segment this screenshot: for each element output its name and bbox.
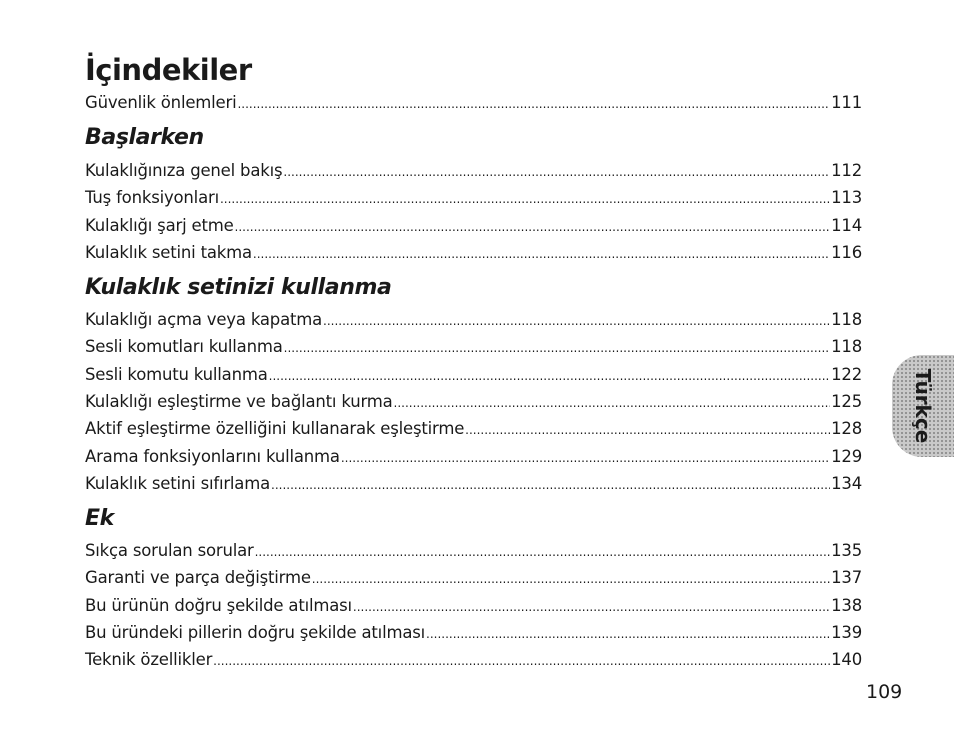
toc-leader-dots [213,649,830,673]
toc-entry[interactable] [85,335,862,359]
toc-entry[interactable] [85,363,862,387]
toc-leader-dots [253,242,830,266]
toc-entry-label: Kulaklığınıza genel bakış [85,161,283,180]
toc-leader-dots [426,622,830,646]
toc-entry[interactable] [85,159,862,183]
toc-leader-dots [271,473,830,497]
toc-entry-page: 135 [831,541,862,560]
toc-entry[interactable] [85,390,862,414]
toc-entry-label: Güvenlik önlemleri [85,93,237,112]
toc-entry-label: Bu üründeki pillerin doğru şekilde atılması [85,623,426,642]
toc-entry-page: 113 [831,188,862,207]
section-heading-getting-started: Başlarken [85,125,204,150]
toc-entry-label: Kulaklık setini sıfırlama [85,474,270,493]
toc-entry[interactable] [85,308,862,332]
toc-entry-page: 137 [831,568,862,587]
toc-entry-page: 139 [831,623,862,642]
toc-entry[interactable] [85,417,862,441]
toc-leader-dots [284,336,830,360]
toc-entry-label: Sıkça sorulan sorular [85,541,254,560]
toc-entry-label: Teknik özellikler [85,650,213,669]
toc-entry-page: 138 [831,596,862,615]
toc-entry-label: Sesli komutları kullanma [85,337,283,356]
toc-entry[interactable] [85,472,862,496]
toc-entry-safety[interactable] [85,91,862,115]
toc-entry-page: 129 [831,447,862,466]
toc-leader-dots [353,595,830,619]
toc-entry-label: Bu ürünün doğru şekilde atılması [85,596,352,615]
toc-entry-label: Tuş fonksiyonları [85,188,219,207]
toc-entry-page: 118 [831,337,862,356]
toc-entry[interactable] [85,621,862,645]
toc-leader-dots [394,391,831,415]
toc-entry-page: 125 [831,392,862,411]
toc-entry-page: 114 [831,216,862,235]
toc-entry-page: 122 [831,365,862,384]
toc-leader-dots [269,364,830,388]
toc-entry[interactable] [85,566,862,590]
toc-entry-page: 116 [831,243,862,262]
toc-entry-label: Kulaklığı açma veya kapatma [85,310,323,329]
toc-leader-dots [220,187,830,211]
toc-entry[interactable] [85,539,862,563]
section-heading-appendix: Ek [85,506,114,531]
toc-entry[interactable] [85,214,862,238]
toc-entry-page: 128 [831,419,862,438]
toc-leader-dots [465,418,830,442]
language-tab-label: Türkçe [911,368,935,444]
language-tab [892,355,954,457]
toc-entry[interactable] [85,594,862,618]
toc-leader-dots [255,540,831,564]
toc-leader-dots [235,215,831,239]
section-heading-using-headset: Kulaklık setinizi kullanma [85,275,392,300]
toc-entry[interactable] [85,186,862,210]
toc-leader-dots [323,309,830,333]
toc-entry[interactable] [85,241,862,265]
toc-leader-dots [312,567,830,591]
toc-entry-label: Arama fonksiyonlarını kullanma [85,447,340,466]
toc-entry-label: Kulaklığı eşleştirme ve bağlantı kurma [85,392,393,411]
toc-entry-page: 111 [831,93,862,112]
toc-leader-dots [341,446,830,470]
toc-entry-page: 112 [831,161,862,180]
toc-entry-label: Garanti ve parça değiştirme [85,568,311,587]
toc-entry-label: Sesli komutu kullanma [85,365,268,384]
toc-entry-label: Aktif eşleştirme özelliğini kullanarak eşleştirme [85,419,465,438]
toc-entry-label: Kulaklık setini takma [85,243,252,262]
page-number: 109 [866,681,903,703]
toc-entry[interactable] [85,648,862,672]
toc-leader-dots [283,160,830,184]
toc-entry-page: 118 [831,310,862,329]
toc-entry-page: 134 [831,474,862,493]
toc-entry-page: 140 [831,650,862,669]
toc-entry[interactable] [85,445,862,469]
toc-leader-dots [237,92,830,116]
toc-entry-label: Kulaklığı şarj etme [85,216,234,235]
page-title: İçindekiler [85,53,252,87]
